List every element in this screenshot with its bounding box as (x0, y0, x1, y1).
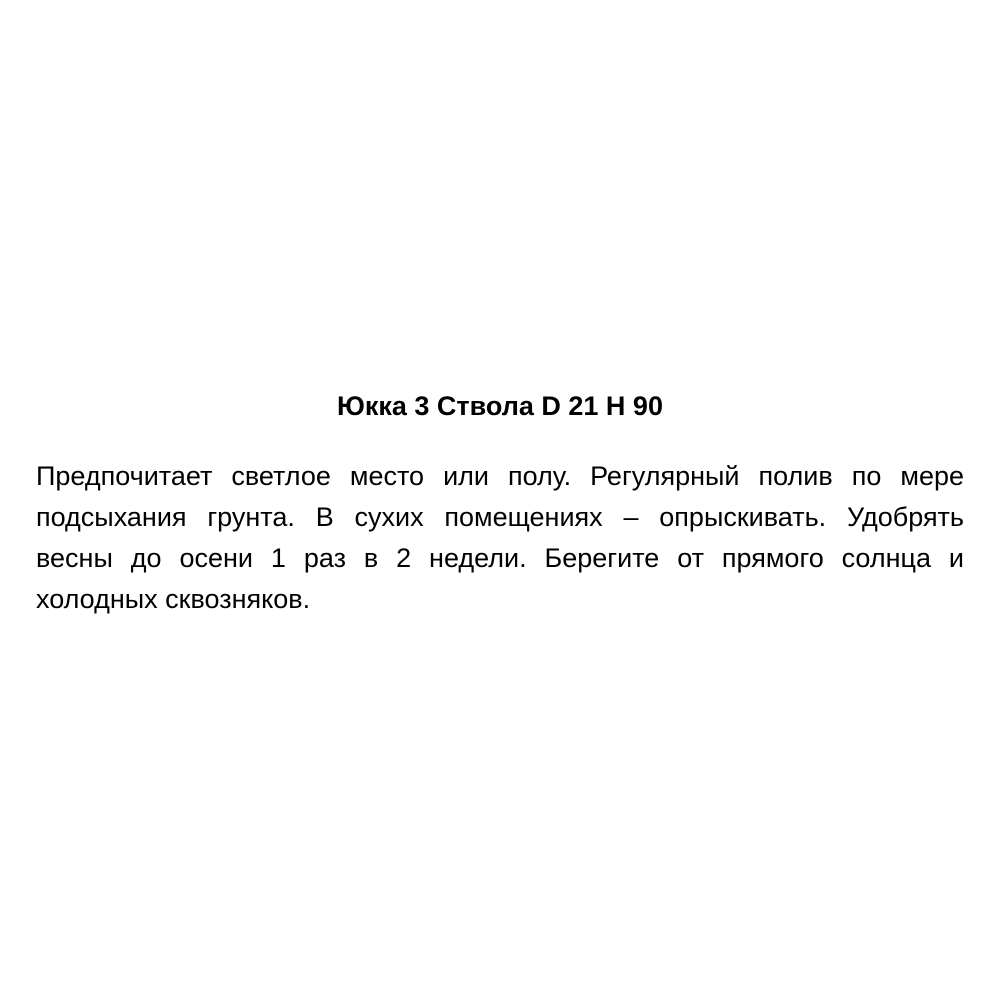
description-line: весны до осени 1 раз в 2 недели. Берегите от прямого солнца и (36, 543, 964, 573)
description-line: холодных сквозняков. (36, 584, 311, 614)
description-line: Предпочитает светлое место или полу. Регулярный полив по мере (36, 461, 964, 491)
product-description (36, 456, 964, 620)
product-title: Юкка 3 Ствола D 21 H 90 (337, 391, 663, 421)
description-line: подсыхания грунта. В сухих помещениях – опрыскивать. Удобрять (36, 502, 964, 532)
